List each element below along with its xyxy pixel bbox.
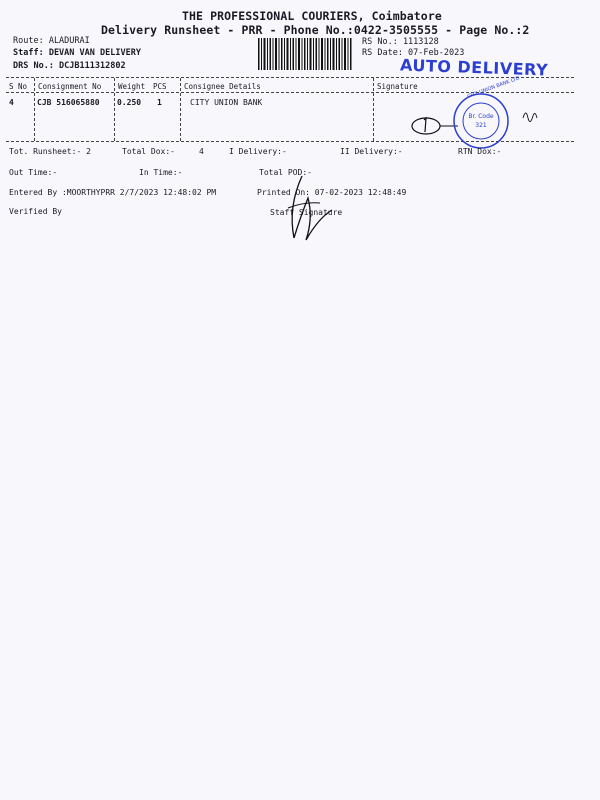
- column-header-sno: S No: [9, 82, 28, 91]
- column-divider: [114, 78, 115, 141]
- route: Route: ALADURAI: [13, 36, 90, 46]
- barcode: [258, 38, 353, 70]
- i-delivery: I Delivery:-: [229, 147, 287, 156]
- column-header-weight: Weight: [118, 82, 146, 91]
- in-time: In Time:-: [139, 168, 183, 177]
- row-weight: 0.250: [117, 98, 142, 107]
- total-runsheet: Tot. Runsheet:- 2: [9, 147, 91, 156]
- column-header-pcs: PCS: [153, 82, 167, 91]
- column-divider: [373, 78, 374, 141]
- row-sno: 4: [9, 98, 14, 107]
- rs-date: RS Date: 07-Feb-2023: [362, 48, 465, 58]
- column-divider: [34, 78, 35, 141]
- drs-number: DRS No.: DCJB111312802: [13, 61, 126, 71]
- out-time: Out Time:-: [9, 168, 58, 177]
- rtn-dox: RTN Dox:-: [458, 147, 502, 156]
- column-header-signature: Signature: [377, 82, 418, 91]
- svg-text:Br. Code: Br. Code: [468, 113, 494, 120]
- row-consignment-no: CJB 516065880: [37, 98, 100, 107]
- total-pod: Total POD:-: [259, 168, 312, 177]
- column-header-consignee: Consignee Details: [184, 82, 261, 91]
- signature-scribble: [282, 168, 342, 248]
- svg-text:321: 321: [475, 122, 487, 129]
- table-top-rule: [6, 77, 574, 78]
- printed-on: Printed On: 07-02-2023 12:48:49: [257, 188, 407, 197]
- rs-number: RS No.: 1113128: [362, 37, 439, 47]
- bank-seal-stamp: [408, 75, 538, 150]
- total-dox-label: Total Dox:-: [122, 147, 175, 156]
- verified-by: Verified By: [9, 207, 62, 216]
- bank-seal-graphic: [408, 75, 538, 150]
- total-dox-value: 4: [199, 147, 204, 156]
- column-divider: [180, 78, 181, 141]
- ii-delivery: II Delivery:-: [340, 147, 403, 156]
- column-header-consignment: Consignment No: [38, 82, 102, 91]
- row-consignee: CITY UNION BANK: [190, 98, 263, 107]
- barcode-graphic: [258, 38, 353, 70]
- staff-name: Staff: DEVAN VAN DELIVERY: [13, 48, 141, 58]
- document-subtitle: Delivery Runsheet - PRR - Phone No.:0422-3505555 - Page No.:2: [101, 23, 530, 37]
- staff-signature: [282, 168, 342, 248]
- staff-signature-label: Staff Signature: [270, 208, 343, 217]
- row-pcs: 1: [157, 98, 162, 107]
- entered-by: Entered By :MOORTHYPRR 2/7/2023 12:48:02 PM: [9, 188, 217, 197]
- svg-text:CITY UNION BANK LTD: CITY UNION BANK LTD: [466, 75, 521, 100]
- company-name: THE PROFESSIONAL COURIERS, Coimbatore: [182, 9, 442, 23]
- auto-delivery-stamp: AUTO DELIVERY: [399, 55, 549, 80]
